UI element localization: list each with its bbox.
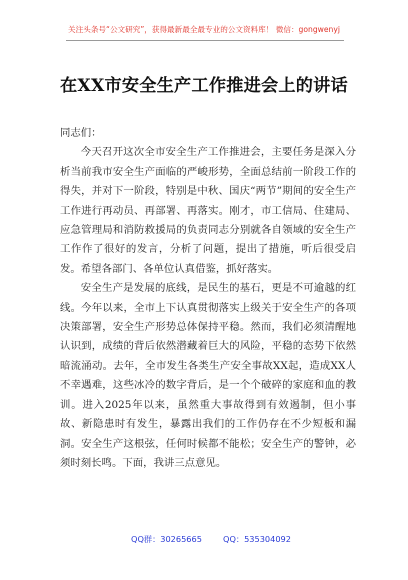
document-body [60,124,356,473]
qq-group-number: QQ群：30265665 [131,534,202,544]
header-notice: 关注头条号“公文研究”，获得最新最全最专业的公文资料库！ 微信：gongwenyj [68,25,340,34]
footer-contact [0,532,408,546]
paragraph-1: 今天召开这次全市安全生产工作推进会，主要任务是深入分析当前我市安全生产面临的严峻形势，全面总结前一阶段工作的得失，并对下一阶段，特别是中秋、国庆“两节”期间的安全生产工作进行再动员、再部署、再落实。刚才，市工信局、住建局、应急管理局和消防救援局的负责同志分别就各自领域的安全生产工作作了很好的发言，分析了问题，提出了措施，听后很受启发。希望各部门、各单位认真借鉴，抓好落实。 [60,146,356,275]
paragraph-2: 安全生产是发展的底线，是民生的基石，更是不可逾越的红线。今年以来，全市上下认真贯彻落实上级关于安全生产的各项决策部署，安全生产形势总体保持平稳。然而，我们必须清醒地认识到，成绩的背后依然潜藏着巨大的风险，平稳的态势下依然暗流涌动。去年，全市发生各类生产安全事故XX起，造成XX人不幸遇难，这些冰冷的数字背后，是一个个破碎的家庭和血的教训。进入2025年以来，虽然重大事故得到有效遏制，但小事故、新隐患时有发生，暴露出我们的工作仍存在不少短板和漏洞。安全生产这根弦，任何时候都不能松；安全生产的警钟，必须时刻长鸣。下面，我讲三点意见。 [60,282,356,469]
document-title: 在XX市安全生产工作推进会上的讲话 [60,76,348,96]
qq-number: QQ：535304092 [223,534,291,544]
header-divider [66,40,344,41]
salutation: 同志们： [60,127,102,139]
